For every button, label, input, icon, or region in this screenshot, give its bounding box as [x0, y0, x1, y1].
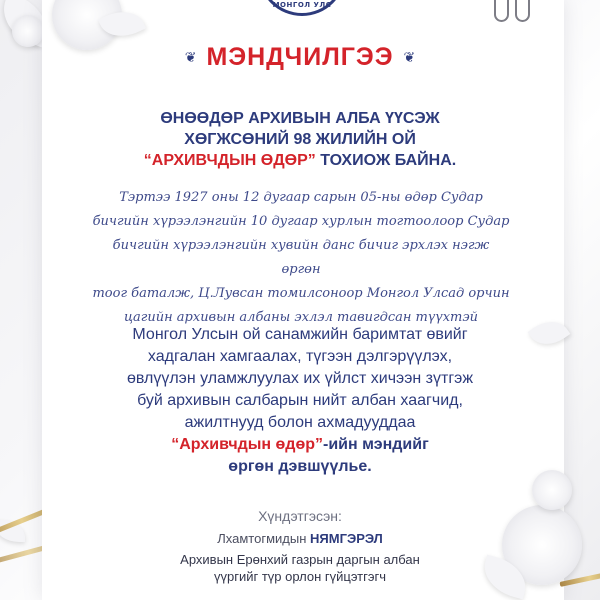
signatory-name	[0, 531, 600, 546]
ornament-icon: ❦	[184, 49, 197, 66]
greeting-line-1: Монгол Улсын ой санамжийн баримтат өвийг	[132, 326, 468, 343]
headline-line-3	[0, 150, 600, 171]
history-line-4: тоог баталж, Ц.Лувсан томилсоноор Монгол Улсад орчин	[92, 286, 510, 301]
history-line-1: Тэртээ 1927 оны 12 дугаар сарын 05-ны өдөр Судар	[119, 190, 483, 205]
signature-label: Хүндэтгэсэн:	[258, 508, 342, 524]
signatory-patronymic: Лхамтогмидын	[217, 531, 307, 546]
greeting-line-2: хадгалан хамгаалах, түгээн дэлгэрүүлэх,	[147, 348, 453, 365]
position-line-2: үүргийг түр орлон гүйцэтгэгч	[213, 569, 387, 584]
position-line-1: Архивын Ерөнхий газрын даргын албан	[180, 552, 420, 567]
greeting-line-3: өвлүүлэн уламжлуулах их үйлст хичээн зүтгэж	[126, 370, 474, 387]
ornament-icon: ❦	[403, 49, 416, 66]
greeting-line-4: буй архивын салбарын нийт албан хаагчид,	[137, 392, 463, 409]
signatory-surname: НЯМГЭРЭЛ	[310, 531, 383, 546]
paper-clip-icon	[494, 0, 509, 22]
paper-clip-icon	[515, 0, 530, 22]
history-line-3: бичгийн хүрээлэнгийн хувийн данс бичиг эрхлэх нэгж өргөн	[112, 238, 490, 277]
greeting-paragraph	[60, 324, 540, 478]
greeting-line-7: өргөн дэвшүүлье.	[228, 458, 372, 475]
greeting-line-5: ажилтнууд болон ахмадууддаа	[184, 414, 416, 431]
headline-line-2: ХӨГЖСӨНИЙ 98 ЖИЛИЙН ОЙ	[184, 131, 416, 148]
greeting-line-6	[60, 434, 540, 456]
signatory-position	[0, 551, 600, 585]
headline-highlight: “АРХИВЧДЫН ӨДӨР”	[143, 152, 316, 169]
emblem-seal: МОНГОЛ УЛС	[258, 0, 346, 16]
history-paragraph	[92, 186, 510, 330]
headline-line-1: ӨНӨӨДӨР АРХИВЫН АЛБА ҮҮСЭЖ	[160, 110, 440, 127]
greeting-line-6-rest: -ийн мэндийг	[323, 436, 429, 453]
greeting-highlight: “Архивчдын өдөр”	[171, 436, 324, 453]
headline	[0, 108, 600, 171]
history-line-2: бичгийн хүрээлэнгийн 10 дугаар хурлын тогтоолоор Судар	[92, 214, 510, 229]
headline-line-3-rest: ТОХИОЖ БАЙНА.	[315, 152, 457, 169]
history-line-5: цагийн архивын албаны эхлэл тавигдсан түүхтэй	[123, 310, 479, 325]
page-title: МЭНДЧИЛГЭЭ	[206, 43, 394, 71]
title-row	[0, 43, 600, 72]
